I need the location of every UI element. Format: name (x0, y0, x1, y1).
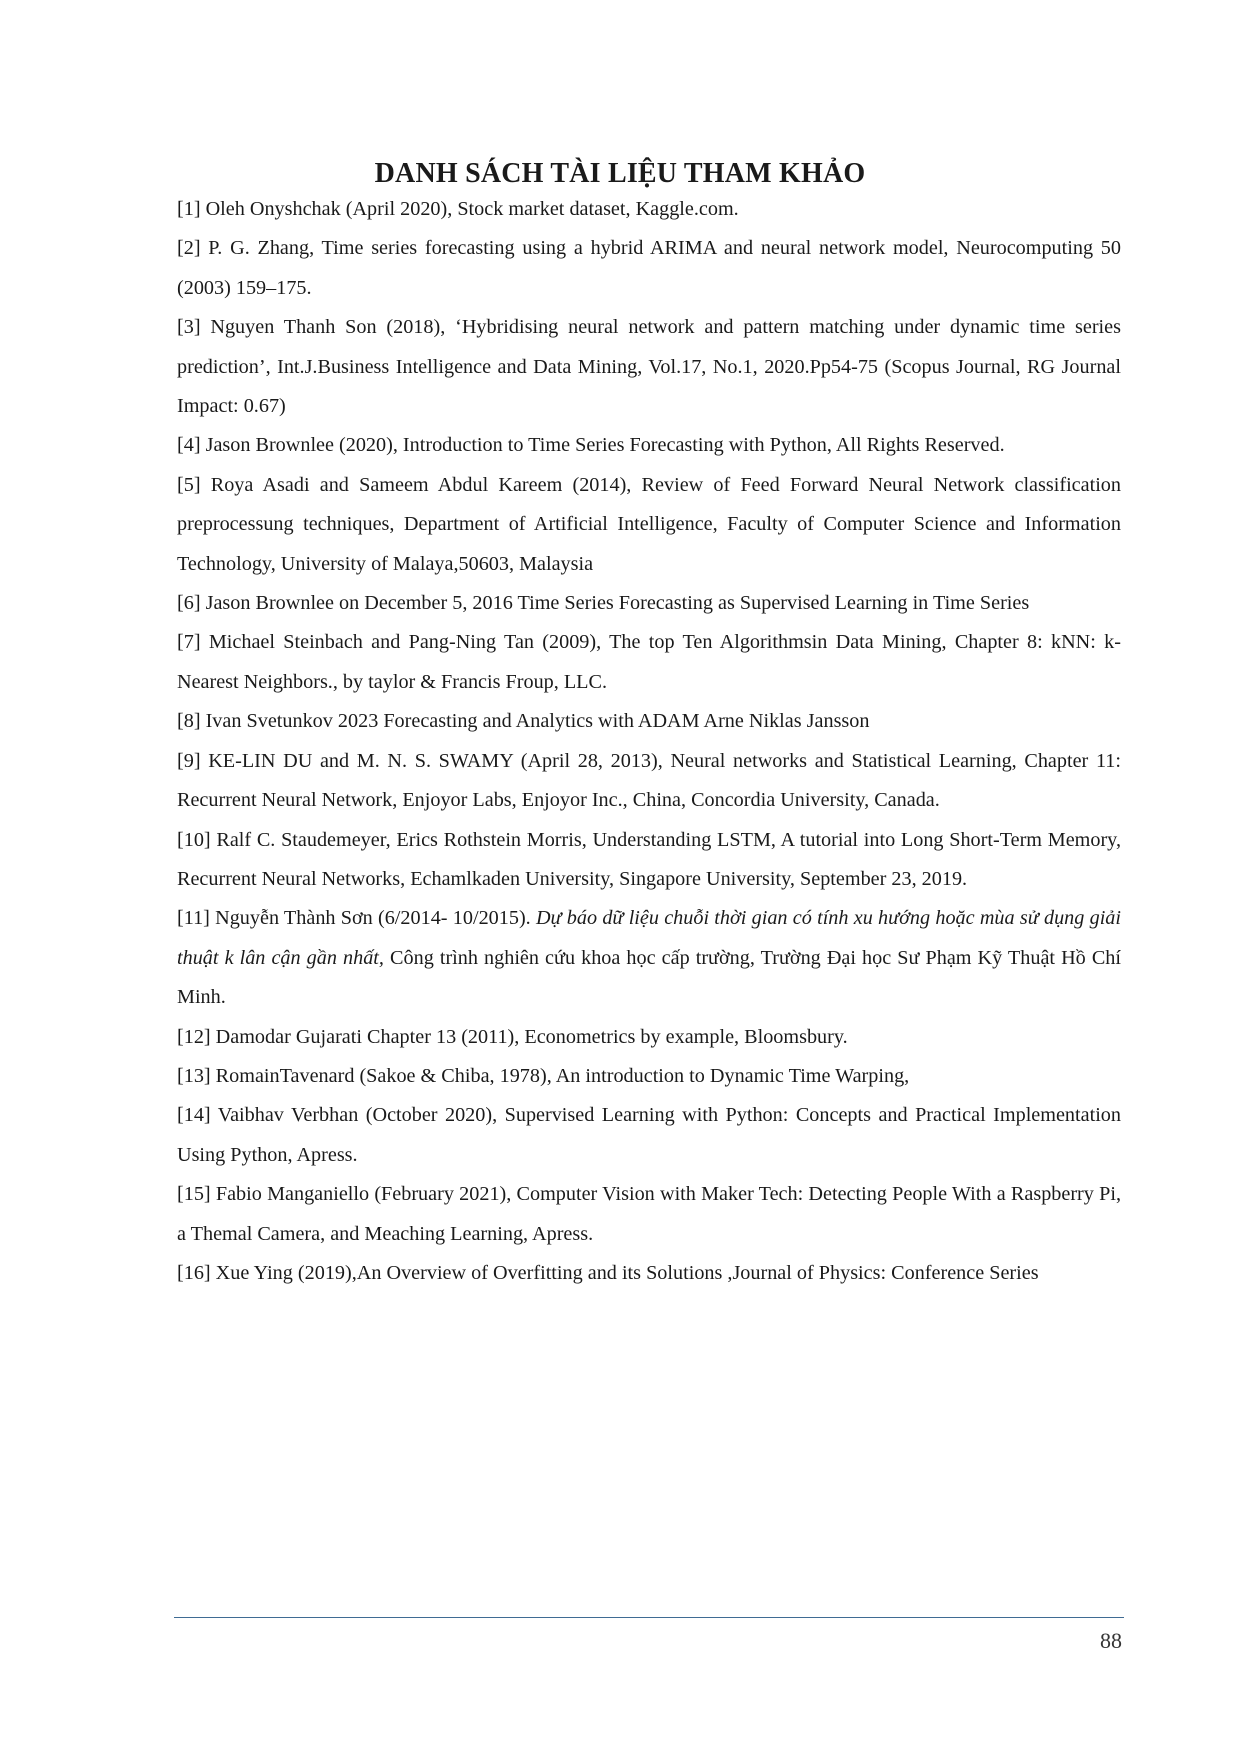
reference-item-8: [8] Ivan Svetunkov 2023 Forecasting and Analytics with ADAM Arne Niklas Jansson (177, 710, 870, 733)
page-number: 88 (1100, 1628, 1122, 1653)
reference-11-italic-title: Dự báo dữ liệu chuỗi thời gian có tính xu hướng hoặc mùa sử dụng giải thuật k lân cận gần nhất, (177, 907, 1122, 969)
reference-item-1: [1] Oleh Onyshchak (April 2020), Stock market dataset, Kaggle.com. (177, 198, 739, 220)
reference-11-suffix: Công trình nghiên cứu khoa học cấp trường, Trường Đại học Sư Phạm Kỹ Thuật Hồ Chí Minh. (177, 946, 1121, 1009)
reference-item-5: [5] Roya Asadi and Sameem Abdul Kareem (2014), Review of Feed Forward Neural Network classification preprocessung techniques, Department of Artificial Intelligence, Faculty of Computer Science and Information Technology, University of Malaya,50603, Malaysia (177, 473, 1121, 575)
footer-divider (174, 1617, 1124, 1618)
reference-11-prefix: [11] Nguyễn Thành Sơn (6/2014- 10/2015). (177, 907, 536, 930)
reference-item-9: [9] KE-LIN DU and M. N. S. SWAMY (April 28, 2013), Neural networks and Statistical Learning, Chapter 11: Recurrent Neural Network, Enjoyor Labs, Enjoyor Inc., China, Concordia University, Canada. (177, 749, 1121, 812)
reference-list (177, 190, 1121, 1293)
reference-item-15: [15] Fabio Manganiello (February 2021), Computer Vision with Maker Tech: Detecting People With a Raspberry Pi, a Themal Camera, and Meaching Learning, Apress. (177, 1183, 1121, 1245)
reference-item-16: [16] Xue Ying (2019),An Overview of Overfitting and its Solutions ,Journal of Physics: Conference Series (177, 1261, 1039, 1284)
reference-item-11 (177, 899, 1121, 1017)
reference-item-7: [7] Michael Steinbach and Pang-Ning Tan (2009), The top Ten Algorithmsin Data Mining, Chapter 8: kNN: k-Nearest Neighbors., by taylor & Francis Froup, LLC. (177, 631, 1121, 693)
reference-item-14: [14] Vaibhav Verbhan (October 2020), Supervised Learning with Python: Concepts and Practical Implementation Using Python, Apress. (177, 1104, 1121, 1166)
reference-item-12: [12] Damodar Gujarati Chapter 13 (2011), Econometrics by example, Bloomsbury. (177, 1025, 848, 1048)
reference-item-2: [2] P. G. Zhang, Time series forecasting using a hybrid ARIMA and neural network model, Neurocomputing 50 (2003) 159–175. (177, 237, 1121, 299)
page-title: DANH SÁCH TÀI LIỆU THAM KHẢO (374, 157, 866, 189)
reference-item-6: [6] Jason Brownlee on December 5, 2016 Time Series Forecasting as Supervised Learning in Time Series (177, 592, 1030, 615)
reference-item-4: [4] Jason Brownlee (2020), Introduction to Time Series Forecasting with Python, All Rights Reserved. (177, 434, 1005, 457)
reference-item-3: [3] Nguyen Thanh Son (2018), ‘Hybridising neural network and pattern matching under dynamic time series prediction’, Int.J.Business Intelligence and Data Mining, Vol.17, No.1, 2020.Pp54-75 (Scopus Journal, RG Journal Impact: 0.67) (177, 316, 1121, 418)
reference-item-13: [13] RomainTavenard (Sakoe & Chiba, 1978), An introduction to Dynamic Time Warping, (177, 1064, 910, 1087)
reference-item-10: [10] Ralf C. Staudemeyer, Erics Rothstein Morris, Understanding LSTM, A tutorial into Long Short-Term Memory, Recurrent Neural Networks, Echamlkaden University, Singapore University, September 23, 2019. (177, 828, 1121, 890)
